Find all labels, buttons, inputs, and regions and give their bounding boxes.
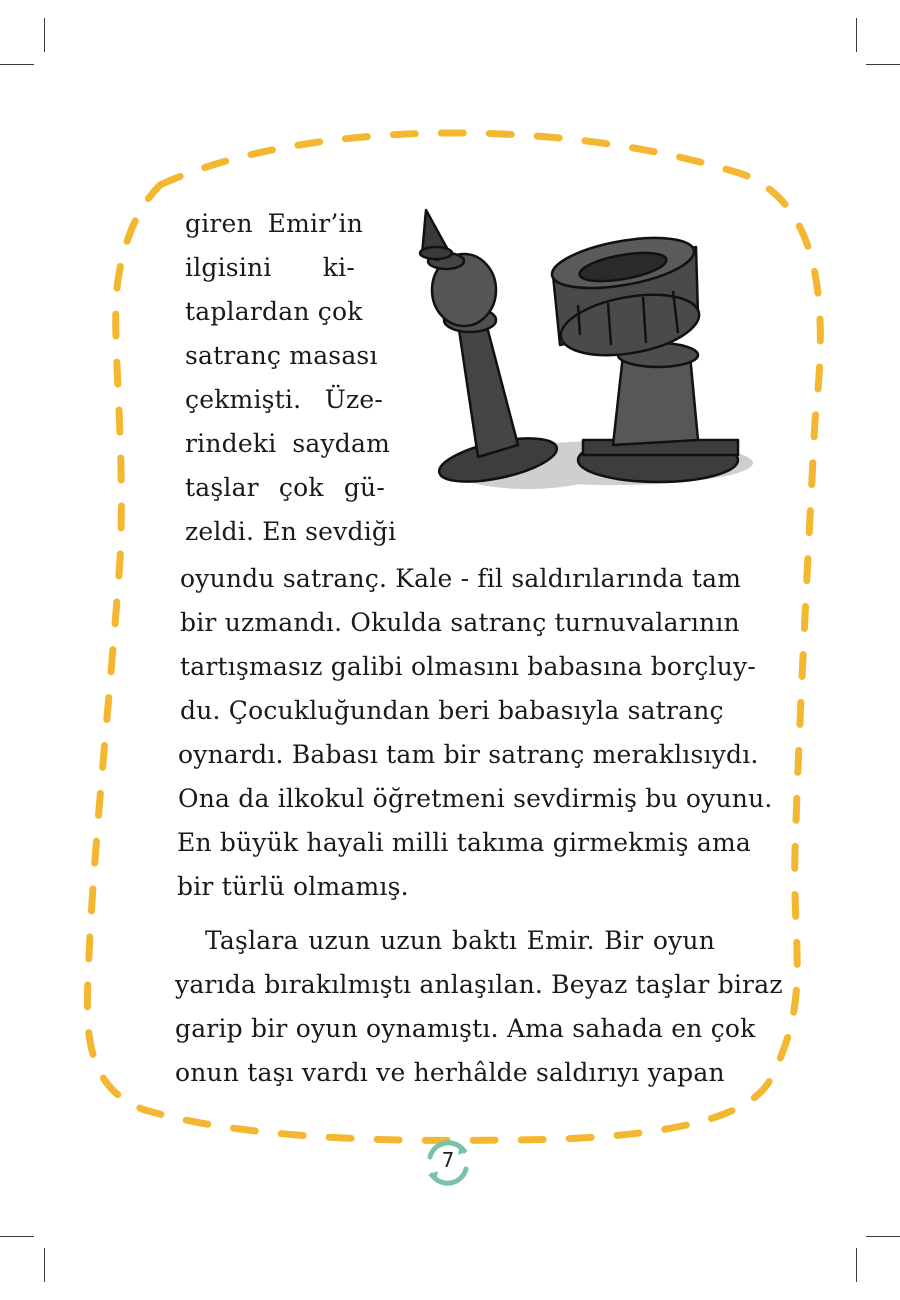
text-line: bir uzmandı. Okulda satranç turnuvalarının <box>180 608 740 637</box>
chess-illustration <box>408 205 753 495</box>
text-line: çekmişti. Üze- <box>185 385 383 414</box>
text-line: oynardı. Babası tam bir satranç meraklısıydı. <box>178 740 759 769</box>
text-line: oyundu satranç. Kale - fil saldırılarında tam <box>180 564 742 593</box>
text-line: taplardan çok <box>185 297 363 326</box>
text-line: zeldi. En sevdiği <box>185 517 397 546</box>
page-number-label: 7 <box>441 1148 455 1172</box>
text-line: taşlar çok gü- <box>185 473 385 502</box>
text-line: giren Emir’in <box>185 209 363 238</box>
text-line: Taşlara uzun uzun baktı Emir. Bir oyun <box>205 926 715 955</box>
text-line: garip bir oyun oynamıştı. Ama sahada en çok <box>175 1014 756 1043</box>
text-line: ilgisini ki- <box>185 253 355 282</box>
text-line: du. Çocukluğundan beri babasıyla satranç <box>180 696 724 725</box>
page-number <box>420 1135 476 1191</box>
text-line: Ona da ilkokul öğretmeni sevdirmiş bu oyunu. <box>178 784 773 813</box>
text-line: yarıda bırakılmıştı anlaşılan. Beyaz taşlar biraz <box>175 970 783 999</box>
text-line: bir türlü olmamış. <box>177 872 409 901</box>
text-line: rindeki saydam <box>185 429 390 458</box>
text-line: En büyük hayali milli takıma girmekmiş ama <box>177 828 751 857</box>
bishop-icon <box>420 210 560 490</box>
text-line: tartışmasız galibi olmasını babasına borçluy- <box>180 652 756 681</box>
text-line: satranç masası <box>185 341 378 370</box>
text-line: onun taşı vardı ve herhâlde saldırıyı yapan <box>175 1058 725 1087</box>
